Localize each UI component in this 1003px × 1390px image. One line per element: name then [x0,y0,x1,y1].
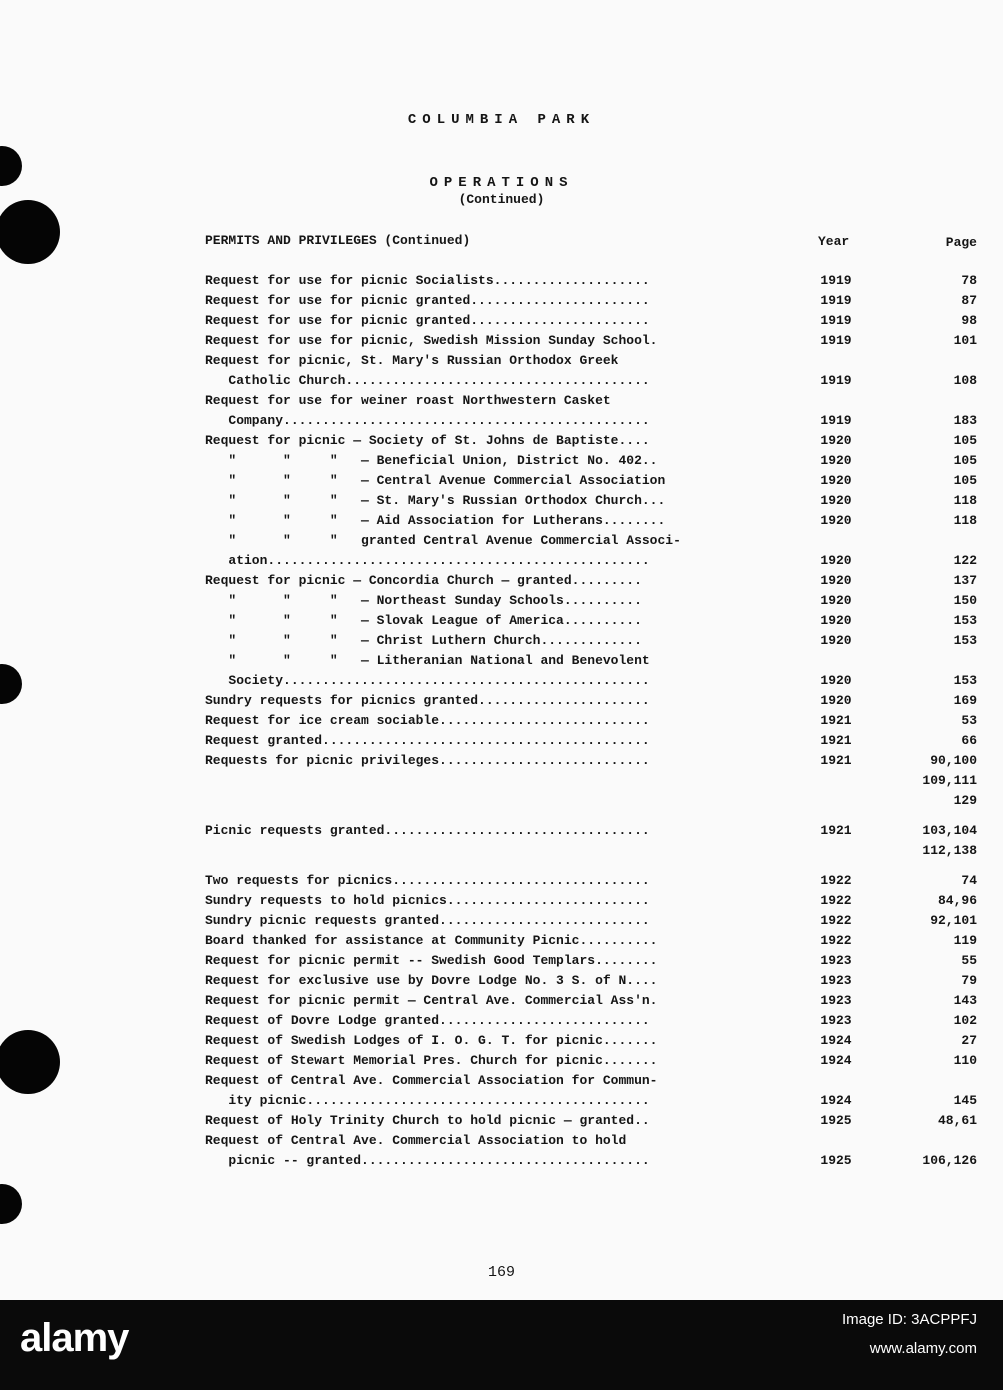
entry-year: 1920 [820,573,852,588]
entry-description: " " " — Slovak League of America.......... [205,613,642,628]
entry-year: 1922 [820,933,852,948]
page-column-header: Page [945,235,977,250]
entry-page: 53 [961,713,977,728]
entry-year: 1921 [820,823,852,838]
index-entry [0,871,1003,891]
entry-year: 1923 [820,953,852,968]
entry-year: 1925 [820,1113,852,1128]
entry-page: 118 [953,493,977,508]
section-title: OPERATIONS [429,175,574,191]
entry-page: 90,100 [930,753,977,768]
entry-description: " " " — St. Mary's Russian Orthodox Church... [205,493,666,508]
entry-page: 143 [953,993,977,1008]
index-entry [0,511,1003,531]
index-entry [0,611,1003,631]
index-entry [0,911,1003,931]
entry-year: 1920 [820,673,852,688]
index-entry [0,291,1003,311]
entry-page: 92,101 [930,913,977,928]
entry-description: Request of Central Ave. Commercial Association for Commun- [205,1073,658,1088]
index-entry [0,1031,1003,1051]
entry-description: Catholic Church....................................... [205,373,650,388]
index-entry [0,691,1003,711]
index-entry [0,371,1003,391]
entry-year: 1923 [820,993,852,1008]
entry-page: 105 [953,433,977,448]
index-entry [0,411,1003,431]
entry-page: 129 [953,793,977,808]
entry-description: Company............................................... [205,413,650,428]
index-entry [0,451,1003,471]
index-entry [0,821,1003,841]
entry-description: Society............................................... [205,673,650,688]
entry-description: Request for picnic permit — Central Ave. Commercial Ass'n. [205,993,658,1008]
entry-description: Request granted.......................................... [205,733,650,748]
entry-description: Request for use for picnic, Swedish Mission Sunday School. [205,333,658,348]
index-entry [0,931,1003,951]
entry-page: 102 [953,1013,977,1028]
entry-description: Request of Stewart Memorial Pres. Church for picnic....... [205,1053,658,1068]
entry-description: Sundry requests for picnics granted...................... [205,693,650,708]
entry-page: 109,111 [922,773,977,788]
entry-page: 112,138 [922,843,977,858]
entry-description: " " " — Central Avenue Commercial Association [205,473,666,488]
entry-description: Sundry picnic requests granted........................... [205,913,650,928]
index-entry [0,391,1003,411]
index-entry [0,1051,1003,1071]
section-note: (Continued) [458,192,545,207]
entry-year: 1923 [820,973,852,988]
page-number: 169 [487,1264,515,1281]
entry-page: 108 [953,373,977,388]
entry-page: 106,126 [922,1153,977,1168]
entry-year: 1924 [820,1053,852,1068]
entry-description: " " " granted Central Avenue Commercial Associ- [205,533,681,548]
entry-year: 1920 [820,633,852,648]
entry-description: Picnic requests granted.................................. [205,823,650,838]
entry-description: Board thanked for assistance at Community Picnic.......... [205,933,658,948]
entry-description: Two requests for picnics................................. [205,873,650,888]
entry-description: Request for picnic — Concordia Church — granted......... [205,573,642,588]
entry-year: 1920 [820,513,852,528]
entry-description: Request of Holy Trinity Church to hold picnic — granted.. [205,1113,650,1128]
entry-description: " " " — Northeast Sunday Schools.......... [205,593,642,608]
entry-year: 1919 [820,273,852,288]
entry-description: ity picnic............................................ [205,1093,650,1108]
entry-page: 145 [953,1093,977,1108]
entry-page: 153 [953,633,977,648]
entry-description: " " " — Beneficial Union, District No. 402.. [205,453,658,468]
index-entry [0,571,1003,591]
index-entry [0,841,1003,861]
entry-year: 1920 [820,613,852,628]
entry-year: 1920 [820,553,852,568]
entry-page: 84,96 [937,893,977,908]
image-id: Image ID: 3ACPPFJ [841,1311,977,1328]
index-entry [0,351,1003,371]
entry-page: 66 [961,733,977,748]
index-entry [0,551,1003,571]
entry-year: 1919 [820,413,852,428]
entry-description: " " " — Litheranian National and Benevolent [205,653,650,668]
entry-year: 1922 [820,873,852,888]
alamy-logo: alamy [20,1316,129,1360]
index-entry [0,431,1003,451]
entry-description: Request of Swedish Lodges of I. O. G. T. for picnic....... [205,1033,658,1048]
entry-page: 48,61 [937,1113,977,1128]
entry-year: 1920 [820,493,852,508]
index-entry [0,311,1003,331]
entry-year: 1922 [820,913,852,928]
index-entry [0,711,1003,731]
entry-description: Request for use for weiner roast Northwestern Casket [205,393,611,408]
entry-description: Request for picnic, St. Mary's Russian Orthodox Greek [205,353,619,368]
entry-description: Request for picnic permit -- Swedish Good Templars........ [205,953,658,968]
entry-year: 1920 [820,593,852,608]
subheading: PERMITS AND PRIVILEGES (Continued) [205,233,471,248]
entry-description: Request for use for picnic Socialists.................... [205,273,650,288]
index-entry [0,971,1003,991]
entry-page: 153 [953,613,977,628]
binder-hole [0,1184,22,1224]
entry-page: 74 [961,873,977,888]
entry-description: " " " — Christ Luthern Church............. [205,633,642,648]
index-entry [0,491,1003,511]
entry-page: 153 [953,673,977,688]
index-entry [0,791,1003,811]
index-entry [0,631,1003,651]
entry-year: 1923 [820,1013,852,1028]
entry-page: 105 [953,473,977,488]
index-entry [0,751,1003,771]
index-entry [0,731,1003,751]
entry-description: Request for picnic — Society of St. Johns de Baptiste.... [205,433,650,448]
entry-page: 27 [961,1033,977,1048]
entry-description: Request for use for picnic granted....................... [205,313,650,328]
entry-year: 1919 [820,293,852,308]
index-entry [0,1111,1003,1131]
index-entry [0,651,1003,671]
index-entry [0,471,1003,491]
entry-page: 169 [953,693,977,708]
index-entry [0,531,1003,551]
entry-description: ation................................................. [205,553,650,568]
index-entry [0,591,1003,611]
index-entry [0,271,1003,291]
site-url: www.alamy.com [869,1340,977,1357]
entry-year: 1920 [820,473,852,488]
entry-page: 87 [961,293,977,308]
entry-description: " " " — Aid Association for Lutherans........ [205,513,666,528]
entry-year: 1924 [820,1033,852,1048]
binder-tick [0,230,10,234]
entry-year: 1921 [820,733,852,748]
entry-page: 119 [953,933,977,948]
entry-page: 101 [953,333,977,348]
index-entry [0,1091,1003,1111]
entry-page: 55 [961,953,977,968]
entry-year: 1920 [820,693,852,708]
entry-description: Request for use for picnic granted....................... [205,293,650,308]
index-entry [0,671,1003,691]
index-entry [0,1151,1003,1171]
entry-year: 1920 [820,453,852,468]
page-title: COLUMBIA PARK [407,112,596,128]
entry-year: 1920 [820,433,852,448]
entry-description: picnic -- granted..................................... [205,1153,650,1168]
entry-year: 1921 [820,753,852,768]
entry-description: Request for ice cream sociable........................... [205,713,650,728]
entry-page: 122 [953,553,977,568]
entry-year: 1919 [820,373,852,388]
entry-description: Request of Dovre Lodge granted........................... [205,1013,650,1028]
entry-year: 1919 [820,333,852,348]
index-entry [0,331,1003,351]
entry-year: 1925 [820,1153,852,1168]
index-entry [0,771,1003,791]
index-entry [0,1011,1003,1031]
index-entry [0,891,1003,911]
entry-page: 118 [953,513,977,528]
entry-description: Request of Central Ave. Commercial Association to hold [205,1133,627,1148]
year-column-header: Year [818,234,850,249]
entry-page: 183 [953,413,977,428]
entry-page: 98 [961,313,977,328]
index-entry [0,991,1003,1011]
entry-description: Sundry requests to hold picnics.......................... [205,893,650,908]
entry-page: 78 [961,273,977,288]
entry-description: Request for exclusive use by Dovre Lodge No. 3 S. of N.... [205,973,658,988]
entry-page: 110 [953,1053,977,1068]
index-entry [0,951,1003,971]
entry-page: 137 [953,573,977,588]
entry-year: 1919 [820,313,852,328]
index-entry [0,1131,1003,1151]
entry-page: 79 [961,973,977,988]
entry-page: 103,104 [922,823,977,838]
entry-description: Requests for picnic privileges........................... [205,753,650,768]
entry-page: 105 [953,453,977,468]
index-entry [0,1071,1003,1091]
entry-year: 1921 [820,713,852,728]
entry-year: 1924 [820,1093,852,1108]
entry-page: 150 [953,593,977,608]
entry-year: 1922 [820,893,852,908]
